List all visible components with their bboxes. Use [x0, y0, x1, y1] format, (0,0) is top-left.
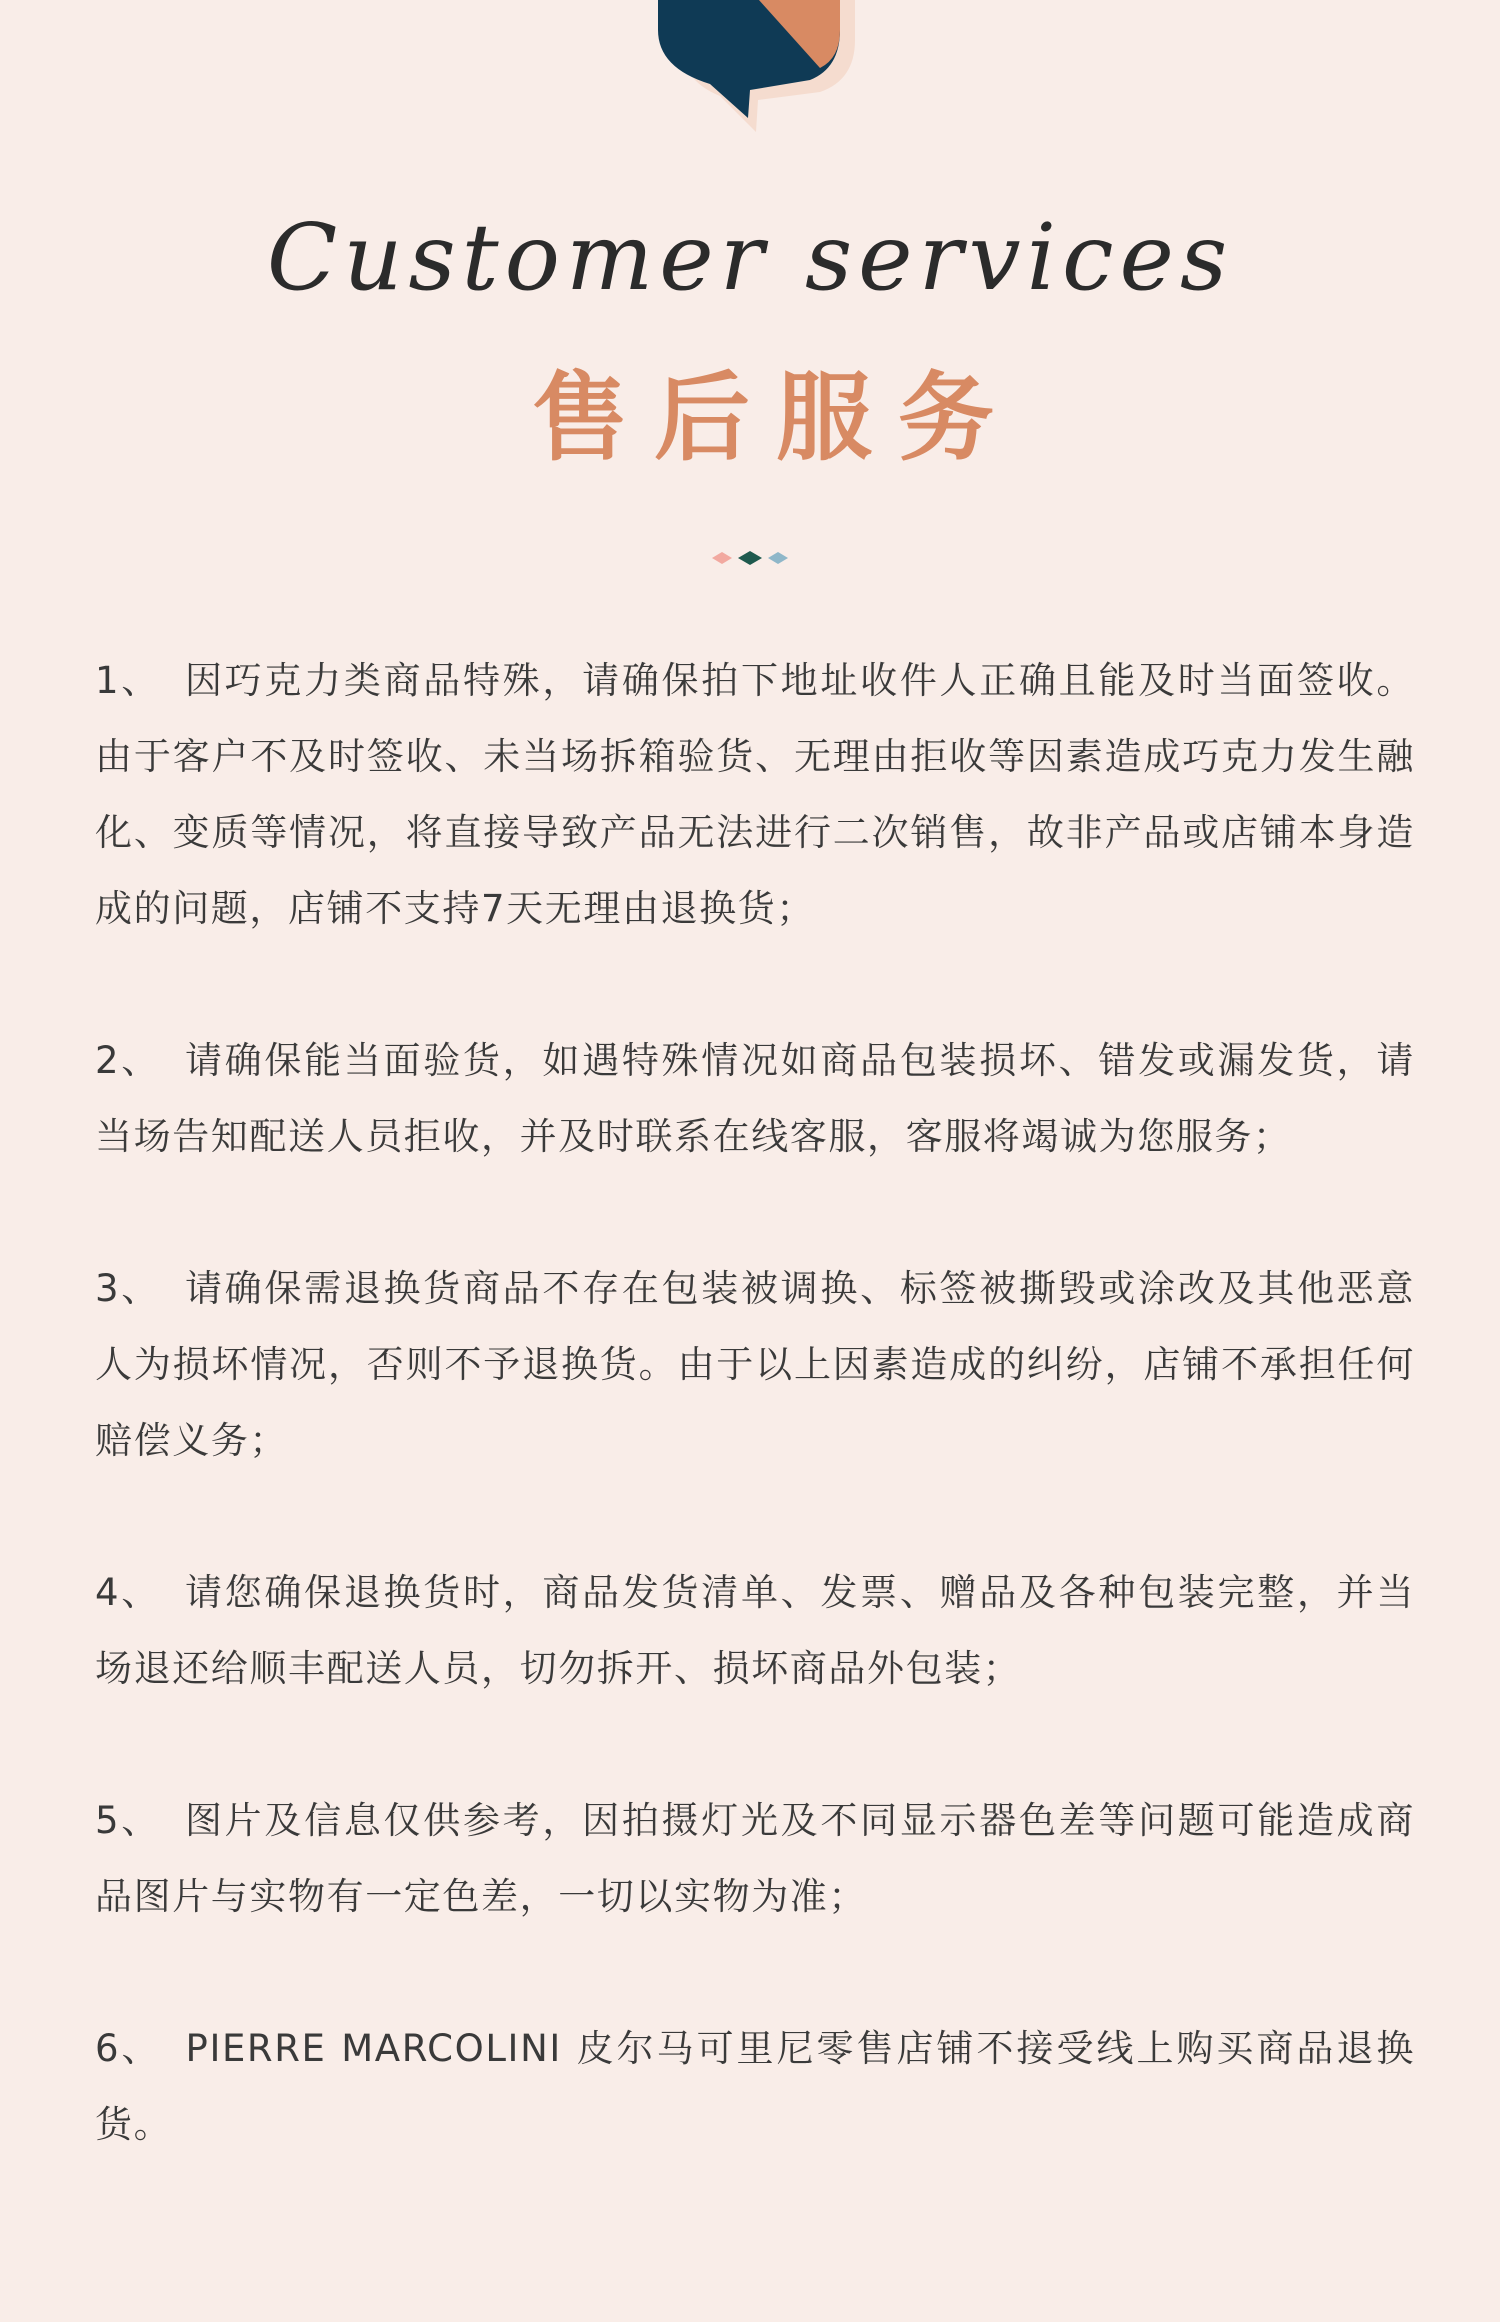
term-text: 因巧克力类商品特殊，请确保拍下地址收件人正确且能及时当面签收。由于客户不及时签收、未当场拆箱验货、无理由拒收等因素造成巧克力发生融化、变质等情况，将直接导致产品无法进行二次销售，故非产品或店铺本身造成的问题，店铺不支持7天无理由退换货；: [95, 659, 1415, 930]
term-number: 1、: [95, 659, 161, 702]
term-item: [95, 1023, 1415, 1175]
term-text: 请确保需退换货商品不存在包装被调换、标签被撕毁或涂改及其他恶意人为损坏情况，否则不予退换货。由于以上因素造成的纠纷，店铺不承担任何赔偿义务；: [95, 1267, 1415, 1462]
diamond-pink: [712, 552, 732, 564]
term-text: 请您确保退换货时，商品发货清单、发票、赠品及各种包装完整，并当场退还给顺丰配送人员，切勿拆开、损坏商品外包装；: [95, 1571, 1415, 1690]
term-number: 6、: [95, 2027, 162, 2070]
page-title-chinese: 售后服务: [532, 362, 1020, 474]
after-sales-terms-list: [95, 643, 1415, 2239]
diamond-green: [738, 551, 762, 565]
diamond-divider-icon: [710, 548, 790, 568]
term-number: 4、: [95, 1571, 161, 1614]
term-number: 5、: [95, 1799, 161, 1842]
term-item: [95, 1555, 1415, 1707]
term-number: 3、: [95, 1267, 161, 1310]
term-number: 2、: [95, 1039, 161, 1082]
diamond-blue: [768, 552, 788, 564]
term-item: [95, 1251, 1415, 1479]
speech-bubble-logo-icon: [650, 0, 860, 140]
term-item: [95, 643, 1415, 947]
term-text: 请确保能当面验货，如遇特殊情况如商品包装损坏、错发或漏发货，请当场告知配送人员拒收，并及时联系在线客服，客服将竭诚为您服务；: [95, 1039, 1415, 1158]
page-title-english: Customer services: [266, 204, 1234, 311]
term-text: 图片及信息仅供参考，因拍摄灯光及不同显示器色差等问题可能造成商品图片与实物有一定色差，一切以实物为准；: [95, 1799, 1415, 1918]
term-item: [95, 2011, 1415, 2163]
term-item: [95, 1783, 1415, 1935]
term-text: PIERRE MARCOLINI 皮尔马可里尼零售店铺不接受线上购买商品退换货。: [95, 2027, 1415, 2146]
